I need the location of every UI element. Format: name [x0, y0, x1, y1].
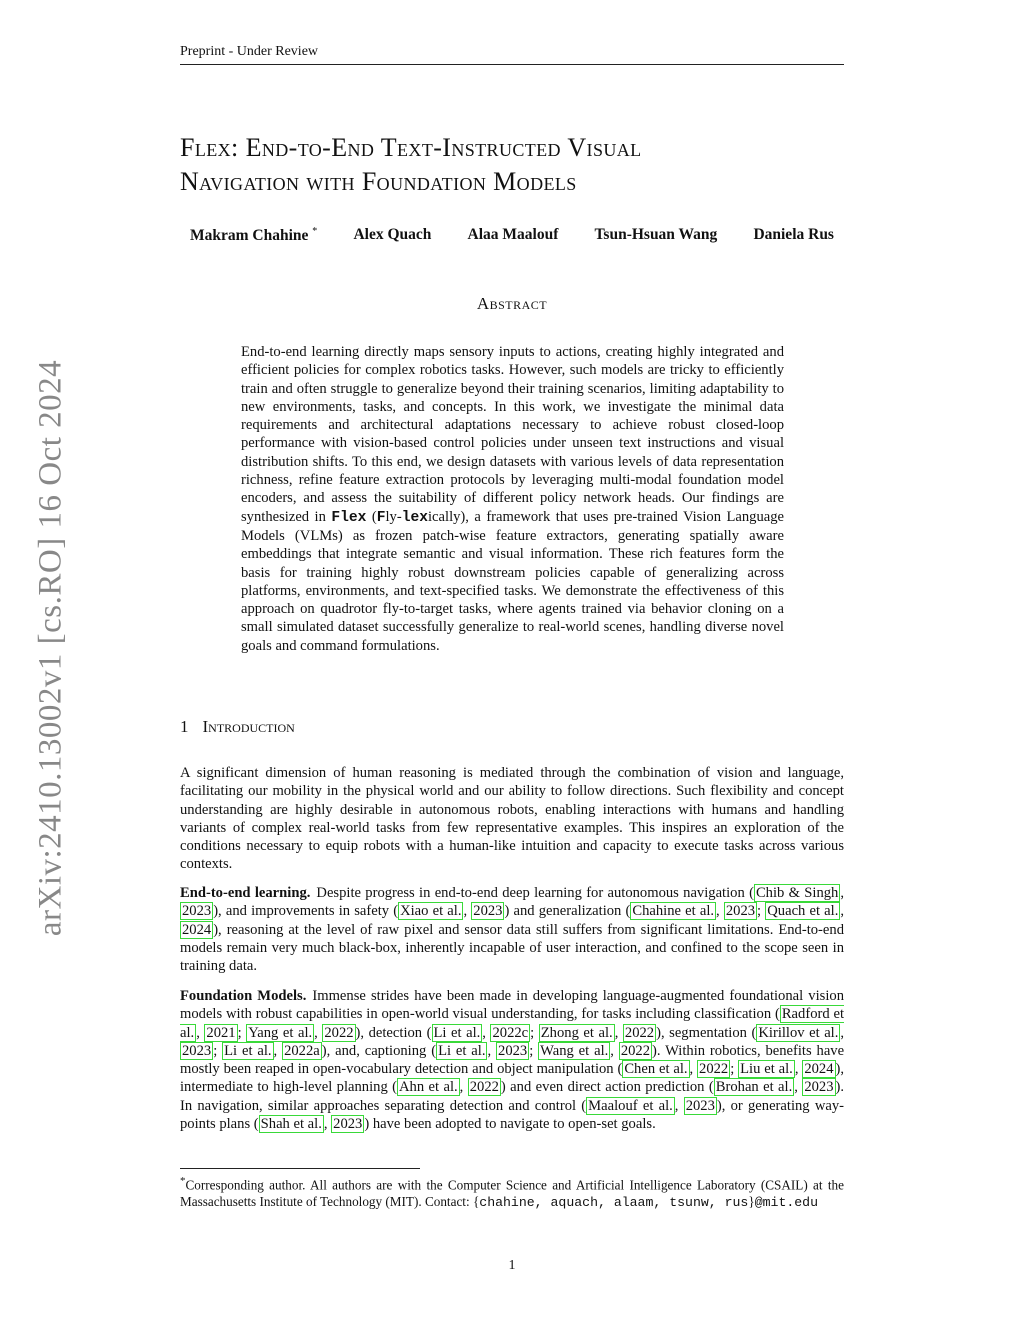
citation-link[interactable]: 2023	[725, 903, 756, 920]
citation-link[interactable]: 2023	[498, 1042, 528, 1059]
citation-link[interactable]: Chen et al.	[624, 1061, 688, 1078]
citation-link[interactable]: Xiao et al.	[400, 903, 462, 920]
citation-link[interactable]: 2021	[206, 1024, 236, 1041]
intro-paragraph-end-to-end: End-to-end learning. Despite progress in end-to-end deep learning for autonomous navigation ( Chib & Singh , 2023 ), and improvements in safety ( Xiao et al. , 2023 ) and generalization ( Chahine et al. , 2023 ; Quach et al. , 2024 ), reasoning at the level of raw pixel and sensor data still suffers from significant limitations. End-to-end models remain very much black-box, inherently incapable of user interaction, and confined to the scope seen in training data.	[180, 885, 845, 975]
title-line-1: Flex: End-to-End Text-Instructed Visual	[180, 133, 642, 162]
author-list	[180, 226, 844, 245]
intro-paragraph-1: A significant dimension of human reasoning is mediated through the combination of vision and language, facilitating our mobility in the physical world and our ability to follow directions. Such flexibility and concept understanding are highly desirable in autonomous robots, enabling interactions with humans and handling variants of complex real-world tasks from few representative examples. This inspires an exploration of the conditions necessary to equip robots with a human-like intuition and capacity to execute tasks across various contexts.	[180, 765, 844, 873]
paper-title	[180, 131, 844, 199]
arxiv-stamp: arXiv:2410.13002v1 [cs.RO] 16 Oct 2024	[32, 359, 69, 937]
citation-link[interactable]: 2023	[685, 1097, 715, 1114]
citation-link[interactable]: 2023	[804, 1079, 834, 1096]
section-heading-introduction	[180, 717, 309, 737]
flex-name: Flex	[331, 509, 367, 526]
page-number: 1	[508, 1258, 516, 1273]
section-title: Introduction	[202, 717, 295, 736]
author: Alex Quach	[353, 226, 432, 243]
citation-link[interactable]: 2023	[182, 903, 212, 920]
citation-link[interactable]: Radford et al.	[180, 1006, 844, 1041]
citation-link[interactable]: Li et al.	[433, 1024, 481, 1041]
citation-link[interactable]: Shah et al.	[260, 1116, 322, 1133]
paragraph-runin-heading: End-to-end learning.	[180, 885, 311, 901]
citation-link[interactable]: 2024	[804, 1061, 834, 1078]
citation-link[interactable]: Li et al.	[224, 1042, 272, 1059]
paragraph-runin-heading: Foundation Models.	[180, 988, 307, 1004]
citation-link[interactable]: Kirillov et al.	[758, 1024, 839, 1041]
running-header: Preprint - Under Review	[180, 44, 319, 59]
header-rule	[180, 64, 844, 65]
footnote-rule	[180, 1168, 420, 1169]
citation-link[interactable]: 2022c	[492, 1024, 529, 1041]
citation-link[interactable]: Yang et al.	[248, 1024, 313, 1041]
citation-link[interactable]: Brohan et al.	[715, 1079, 793, 1096]
contact-emails: chahine, aquach, alaam, tsunw, rus	[479, 1195, 749, 1211]
citation-link[interactable]: Quach et al.	[767, 903, 839, 920]
intro-paragraph-foundation-models: Foundation Models. Immense strides have been made in developing language-augmented foundational vision models with robust capabilities in open-world visual understanding, for tasks including classification ( Radford et al. , 2021 ; Yang et al. , 2022 ), detection ( Li et al. , 2022c ; Zhong et al. , 2022 ), segmentation ( Kirillov et al. , 2023 ; Li et al. , 2022a ), and, captioning ( Li et al. , 2023 ; Wang et al. , 2022 ). Within robotics, benefits have mostly been reaped in open-vocabulary detection and object manipulation ( Chen et al. , 2022 ; Liu et al. , 2024 ), intermediate to high-level planning ( Ahn et al. , 2022 ) and even direct action prediction ( Brohan et al. , 2023 ). In navigation, similar approaches separating detection and control ( Maalouf et al. , 2023 ), or generating way-points plans ( Shah et al. , 2023 ) have been adopted to navigate to open-set goals.	[180, 988, 845, 1133]
citation-link[interactable]: 2023	[333, 1116, 363, 1133]
corresponding-author-mark: *	[312, 226, 318, 237]
citation-link[interactable]: 2022	[469, 1079, 499, 1096]
citation-link[interactable]: 2022	[699, 1061, 729, 1078]
author: Makram Chahine *	[190, 226, 318, 245]
author: Daniela Rus	[753, 226, 834, 243]
citation-link[interactable]: Chib & Singh	[755, 885, 839, 901]
citation-link[interactable]: 2022a	[284, 1042, 320, 1059]
author: Alaa Maalouf	[467, 226, 559, 243]
section-number: 1	[180, 717, 189, 736]
title-line-2: Navigation with Foundation Models	[180, 167, 577, 196]
citation-link[interactable]: 2023	[182, 1042, 212, 1059]
citation-link[interactable]: 2022	[324, 1024, 354, 1041]
footnote-mark: *	[180, 1175, 186, 1187]
abstract-body: End-to-end learning directly maps sensory inputs to actions, creating highly integrated and efficient policies for complex robotics tasks. However, such models are tricky to efficiently train and often struggle to generalize beyond their training scenarios, limiting adaptability to new environments, tasks, and concepts. In this work, we investigate the minimal data requirements and architectural adaptations necessary to achieve robust closed-loop performance with vision-based control policies under unseen text instructions and visual distribution shifts. To this end, we design datasets with various levels of data representation richness, refine feature extraction protocols by leveraging multi-modal foundation model encoders, and assess the suitability of different policy network heads. Our findings are synthesized in Flex (Fly-lexically), a framework that uses pre-trained Vision Language Models (VLMs) as frozen patch-wise feature extractors, generating spatially aware embeddings that integrate semantic and visual information. These rich features form the basis for training highly robust downstream policies capable of generalizing across platforms, environments, and text-specified tasks. We demonstrate the effectiveness of this approach on quadrotor fly-to-target tasks, where agents trained via behavior cloning on a small simulated dataset successfully generalize to real-world scenes, handling diverse novel goals and command formulations.	[241, 344, 784, 654]
abstract-heading: Abstract	[476, 294, 548, 313]
citation-link[interactable]: 2022	[620, 1042, 650, 1059]
citation-link[interactable]: Maalouf et al.	[588, 1097, 673, 1114]
citation-link[interactable]: Zhong et al.	[540, 1024, 613, 1041]
citation-link[interactable]: Chahine et al.	[632, 903, 715, 920]
author: Tsun-Hsuan Wang	[594, 226, 718, 243]
email-domain: @mit.edu	[754, 1195, 819, 1211]
citation-link[interactable]: 2022	[624, 1024, 655, 1041]
citation-link[interactable]: 2024	[182, 921, 212, 938]
citation-link[interactable]: Li et al.	[438, 1042, 486, 1059]
footnote: *Corresponding author. All authors are with the Computer Science and Artificial Intelligence Laboratory (CSAIL) at the Massachusetts Institute of Technology (MIT). Contact: {chahine, aquach, alaam, tsunw, rus}@mit.edu	[180, 1175, 844, 1211]
citation-link[interactable]: Liu et al.	[740, 1061, 793, 1078]
citation-link[interactable]: 2023	[473, 903, 503, 920]
citation-link[interactable]: Wang et al.	[540, 1042, 609, 1059]
citation-link[interactable]: Ahn et al.	[399, 1079, 458, 1096]
